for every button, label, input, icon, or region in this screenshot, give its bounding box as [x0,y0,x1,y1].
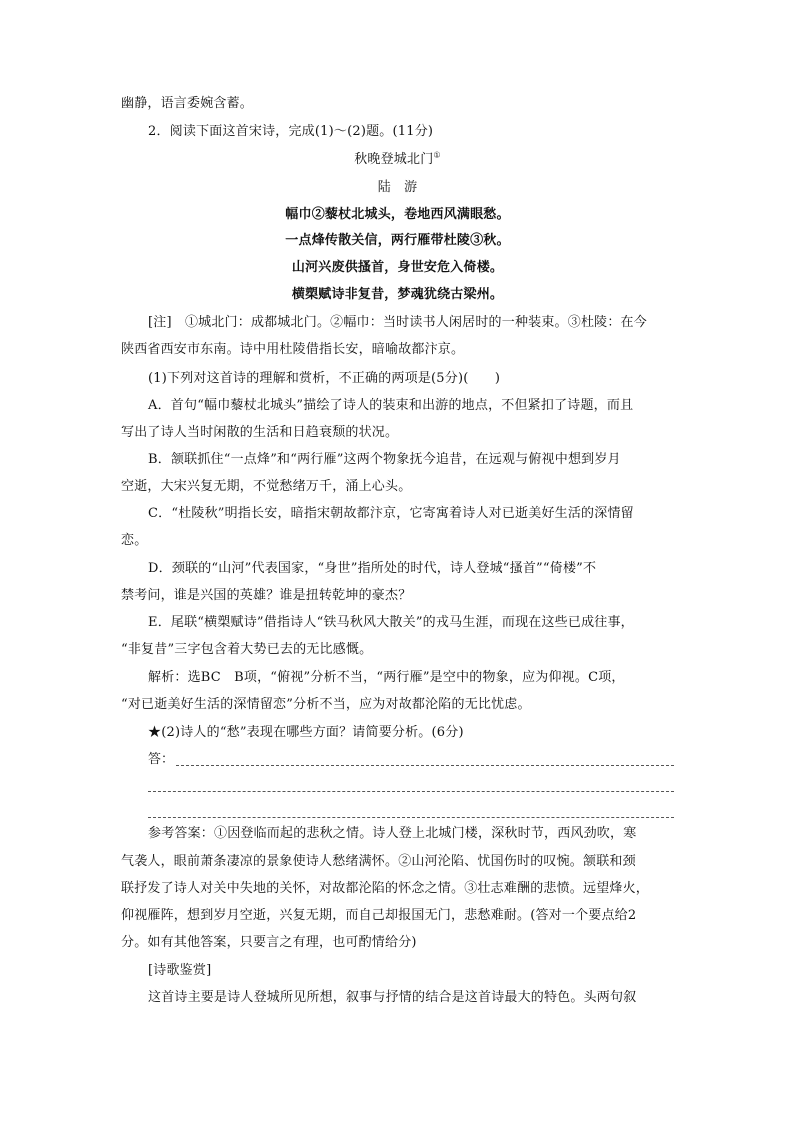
answer-label: 答： [148,752,175,767]
poem-line: 一点烽传散关信，两行雁带杜陵③秋。 [285,233,510,248]
analysis-line: 解析：选BC B项，“俯视”分析不当，“两行雁”是空中的物象，应为仰视。C项， [148,670,625,685]
poem-line: 横槊赋诗非复昔，梦魂犹绕古梁州。 [291,287,504,302]
poem-line: 幅巾②藜杖北城头，卷地西风满眼愁。 [285,207,510,222]
option-c-line1: C．“杜陵秋”明指长安，暗指宋朝故都汴京，它寄寓着诗人对已逝美好生活的深情留 [148,506,634,521]
reference-line: 参考答案：①因登临而起的悲秋之情。诗人登上北城门楼，深秋时节，西风劲吹，寒 [148,826,637,841]
answer-blank-line[interactable] [148,791,674,792]
poem-author: 陆 游 [377,180,418,195]
answer-blank-line[interactable] [176,765,674,766]
option-b-line2: 空逝，大宋兴复无期，不觉愁绪万千，涌上心头。 [121,479,412,494]
appreciation-text: 这首诗主要是诗人登城所见所想，叙事与抒情的结合是这首诗最大的特色。头两句叙 [148,990,637,1005]
question-heading: 2．阅读下面这首宋诗，完成(1)～(2)题。(11分) [148,124,434,139]
poem-title-note: ① [433,150,441,160]
option-d-line2: 禁考问，谁是兴国的英雄？谁是扭转乾坤的豪杰？ [121,588,412,603]
sub2-stem: ★(2)诗人的“愁”表现在哪些方面？请简要分析。(6分) [148,725,464,740]
analysis-line: “对已逝美好生活的深情留恋”分析不当，应为对故都沦陷的无比忧虑。 [121,697,531,712]
appreciation-heading: [诗歌鉴赏] [148,963,212,978]
option-e-line1: E．尾联“横槊赋诗”借指诗人“铁马秋风大散关”的戎马生涯，而现在这些已成往事， [148,615,634,630]
option-a-line1: A．首句“幅巾藜杖北城头”描绘了诗人的装束和出游的地点，不但紧扣了诗题，而且 [148,398,634,413]
reference-line: 气袭人，眼前萧条凄凉的景象使诗人愁绪满怀。②山河沦陷、忧国伤时的叹惋。颔联和颈 [121,854,636,869]
answer-blank-line[interactable] [148,817,674,818]
poem-line: 山河兴废供搔首，身世安危入倚楼。 [291,260,504,275]
notes-line: 陕西省西安市东南。诗中用杜陵借指长安，暗喻故都汴京。 [121,342,465,357]
notes-line: [注] ①城北门：成都城北门。②幅巾：当时读书人闲居时的一种装束。③杜陵：在今 [148,315,647,330]
option-c-line2: 恋。 [121,533,148,548]
poem-title-text: 秋晚登城北门 [354,152,434,167]
reference-line: 分。如有其他答案，只要言之有理，也可酌情给分) [121,935,417,950]
option-a-line2: 写出了诗人当时闲散的生活和日趋衰颓的状况。 [121,425,399,440]
option-e-line2: “非复昔”三字包含着大势已去的无比感慨。 [121,642,373,657]
intro-tail: 幽静，语言委婉含蓄。 [121,96,254,111]
sub1-stem: (1)下列对这首诗的理解和赏析，不正确的两项是(5分)( ) [148,371,501,386]
option-b-line1: B．颔联抓住“一点烽”和“两行雁”这两个物象抚今追昔，在远观与俯视中想到岁月 [148,452,621,467]
option-d-line1: D．颈联的“山河”代表国家，“身世”指所处的时代，诗人登城“搔首”“倚楼”不 [148,561,597,576]
poem-title [121,152,674,168]
reference-line: 仰视雁阵，想到岁月空逝，兴复无期，而自己却报国无门，悲愁难耐。(答对一个要点给2 [121,908,637,923]
reference-line: 联抒发了诗人对关中失地的关怀，对故都沦陷的怀念之情。③壮志难酬的悲愤。远望烽火， [121,881,650,896]
